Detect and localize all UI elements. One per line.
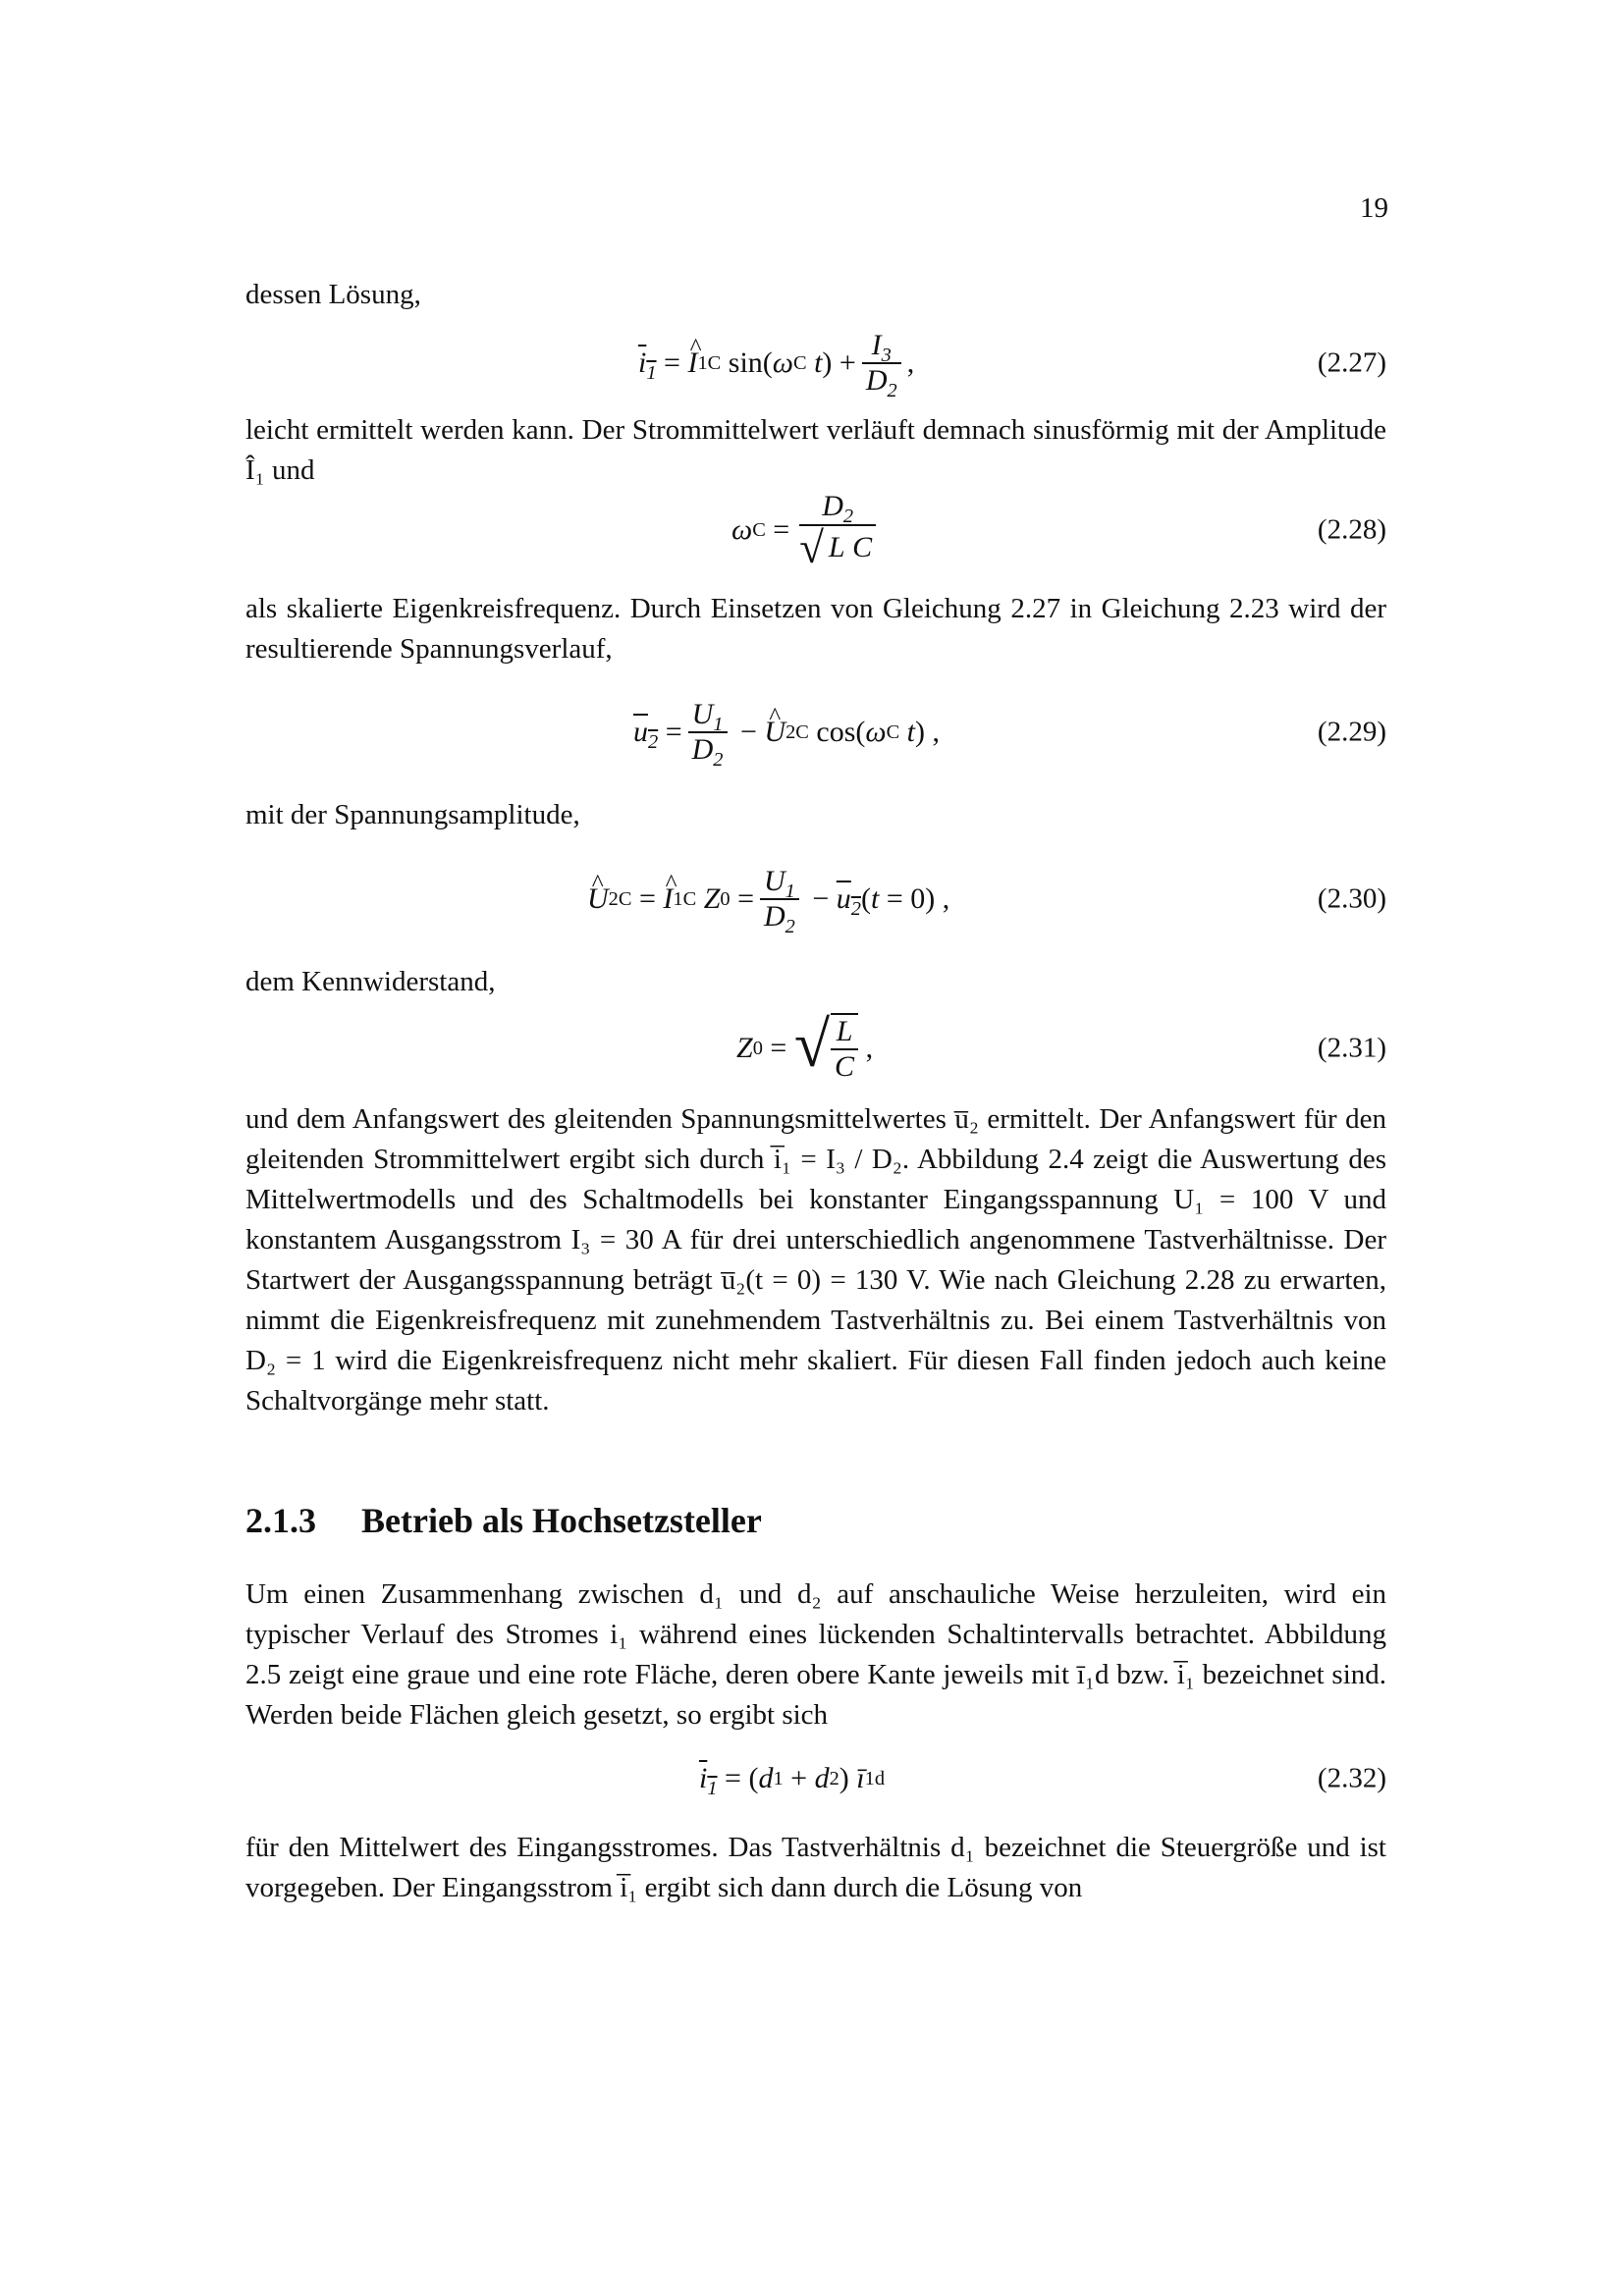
equation-number: (2.29) (1317, 716, 1386, 748)
paragraph-substitution (245, 589, 1386, 669)
paragraph-evaluation (245, 1099, 1386, 1421)
paragraph-text: und dem Anfangswert des gleitenden Spannungsmittelwertes u̅₂ ermittelt. Der Anfangswert für den gleitenden Strommittelwert ergibt sich durch i̅₁ = I₃ / D₂. Abbildung 2.4 zeigt die Auswertung des Mittelwertmodells und des Schaltmodells bei konstanter Eingangsspannung U₁ = 100 V und konstantem Ausgangsstrom I₃ = 30 A für drei unterschiedlich angenommene Tastverhältnisse. Der Startwert der Ausgangsspannung beträgt u̅₂(t = 0) = 130 V. Wie nach Gleichung 2.28 zu erwarten, nimmt die Eigenkreisfrequenz mit zunehmendem Tastverhältnis zu. Bei einem Tastverhältnis von D₂ = 1 wird die Eigenkreisfrequenz nicht mehr skaliert. Für diesen Fall finden jedoch auch keine Schaltvorgänge mehr statt. (245, 1103, 1386, 1416)
equation-2-28 (245, 481, 1386, 579)
equation-2-27 (245, 316, 1386, 410)
paragraph-input-current (245, 1828, 1386, 1908)
paragraph-text: dessen Lösung, (245, 279, 421, 310)
equation-2-30 (245, 852, 1386, 946)
paragraph-text: mit der Spannungsamplitude, (245, 799, 580, 830)
equation-2-31 (245, 999, 1386, 1097)
equation-body: Z 0 = √ $\frac{L}{C}$ , (736, 1008, 874, 1083)
equation-body: $i_1$ = ( d 1 + d 2 ) ī 1d (699, 1762, 886, 1800)
paragraph-voltage-amplitude (245, 795, 1386, 835)
equation-2-29 (245, 685, 1386, 779)
paragraph-text: dem Kennwiderstand, (245, 966, 496, 997)
paragraph-text: als skalierte Eigenkreisfrequenz. Durch Einsetzen von Gleichung 2.27 in Gleichung 2.23 wird der resultierende Spannungsverlauf, (245, 593, 1386, 665)
equation-body: $u_2$ = $\frac{U_1}{D_2}$ − ^ U 2C cos( ω C t ) , (633, 685, 940, 779)
section-title: Betrieb als Hochsetzsteller (361, 1501, 762, 1540)
section-number: 2.1.3 (245, 1501, 316, 1540)
paragraph-characteristic-impedance (245, 962, 1386, 1002)
equation-body: ^ U 2C = ^ I 1C Z 0 = $\frac{U_1}{D_2}$ − $u_2$ ( t = 0) , (587, 852, 949, 946)
equation-2-32 (245, 1739, 1386, 1818)
paragraph-intro (245, 275, 1386, 315)
equation-body: $i_1$ = ^ I 1C sin( ω C t ) + $\frac{I_3}{D_2}$ , (638, 316, 914, 410)
paragraph-text: für den Mittelwert des Eingangsstromes. Das Tastverhältnis d₁ bezeichnet die Steuergröße und ist vorgegeben. Der Eingangsstrom i̅₁ ergibt sich dann durch die Lösung von (245, 1832, 1386, 1903)
equation-body: ω C = $D_2$ √ L C (731, 481, 886, 579)
equation-number: (2.30) (1317, 882, 1386, 915)
equation-number: (2.28) (1317, 513, 1386, 546)
section-heading (245, 1500, 762, 1541)
paragraph-boost-intro (245, 1575, 1386, 1735)
paragraph-amplitude (245, 410, 1386, 491)
page-number: 19 (1360, 192, 1388, 224)
paragraph-text: Um einen Zusammenhang zwischen d₁ und d₂ auf anschauliche Weise herzuleiten, wird ein typischer Verlauf des Stromes i₁ während eines lückenden Schaltintervalls betrachtet. Abbildung 2.5 zeigt eine graue und eine rote Fläche, deren obere Kante jeweils mit ī₁d bzw. i̅₁ bezeichnet sind. Werden beide Flächen gleich gesetzt, so ergibt sich (245, 1578, 1386, 1731)
equation-number: (2.32) (1317, 1762, 1386, 1794)
equation-number: (2.31) (1317, 1032, 1386, 1064)
paragraph-text: leicht ermittelt werden kann. Der Strommittelwert verläuft demnach sinusförmig mit der Amplitude Î₁ und (245, 414, 1386, 486)
equation-number: (2.27) (1317, 347, 1386, 379)
